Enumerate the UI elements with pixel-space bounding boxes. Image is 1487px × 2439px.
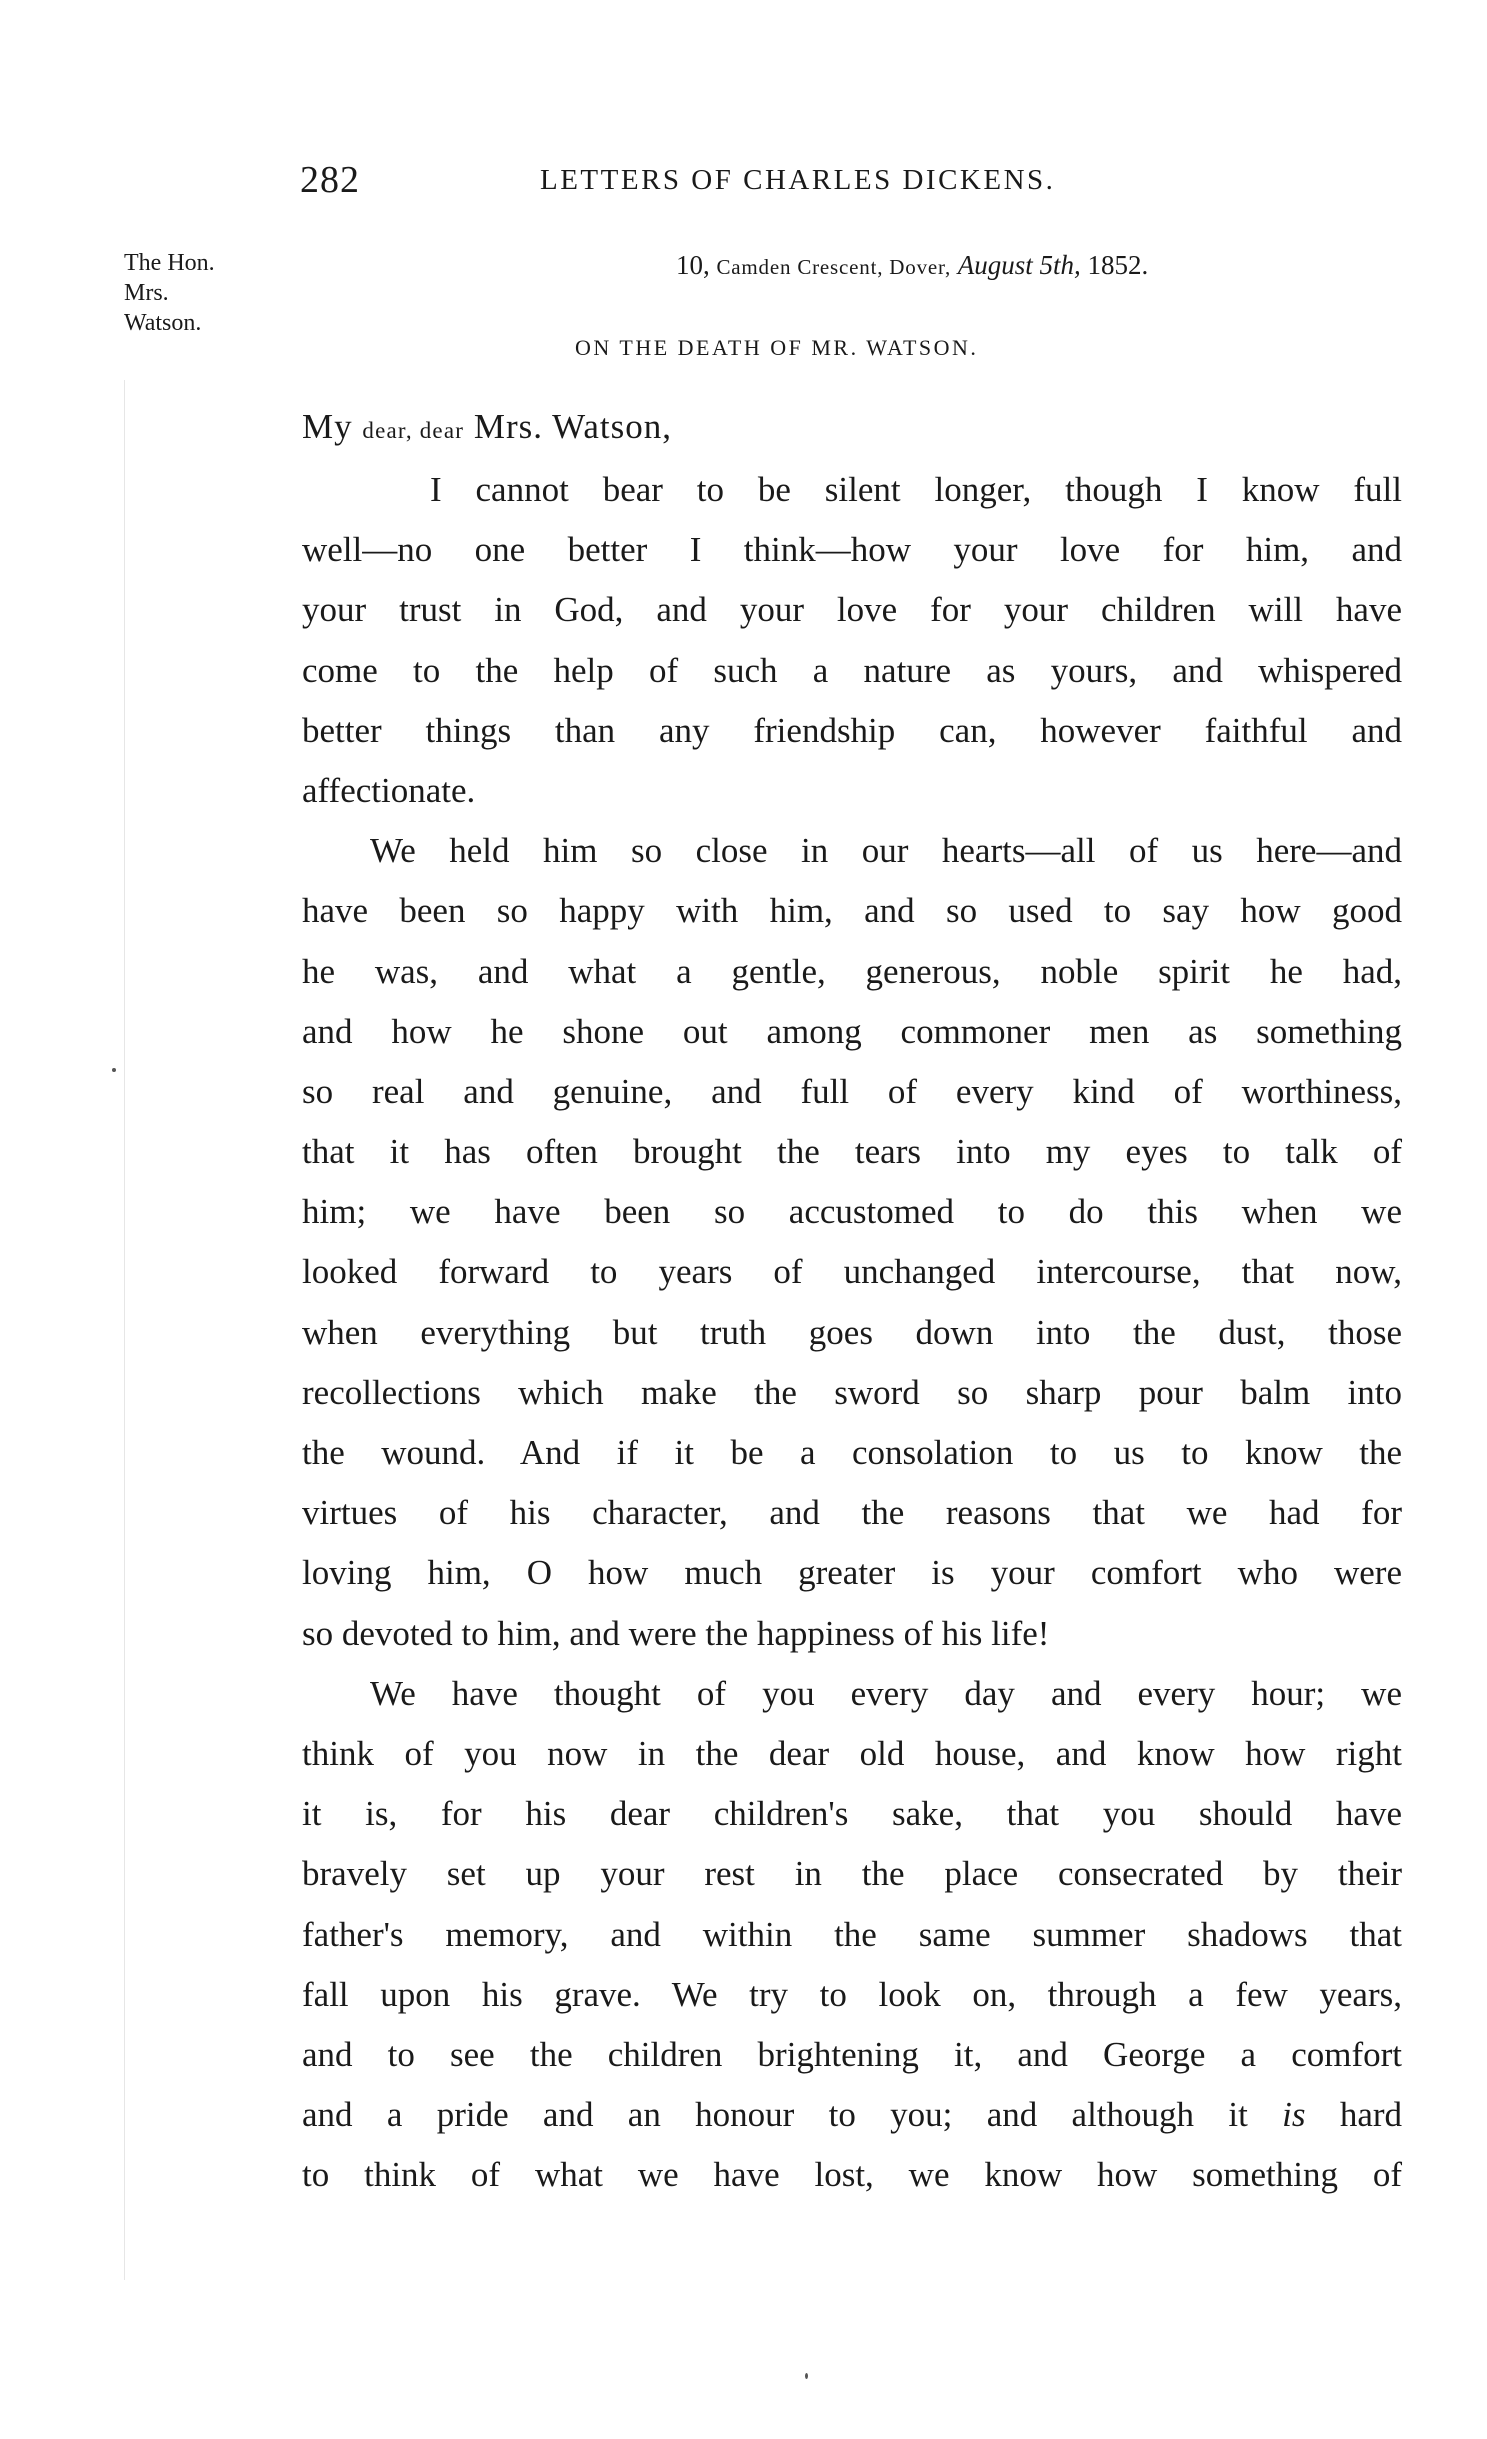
salutation — [302, 407, 672, 447]
text-line: father's memory, and within the same summer shadows that — [302, 1914, 1402, 1954]
text-line: and how he shone out among commoner men as something — [302, 1011, 1402, 1051]
text-line: recollections which make the sword so sharp pour balm into — [302, 1372, 1402, 1412]
text-line: come to the help of such a nature as yours, and whispered — [302, 650, 1402, 690]
text-line: We have thought of you every day and every hour; we — [370, 1673, 1402, 1713]
text-line: so devoted to him, and were the happiness of his life! — [302, 1613, 1050, 1653]
salutation-my: My — [302, 407, 353, 446]
salutation-name: Mrs. Watson, — [473, 407, 672, 446]
print-speck — [112, 1068, 116, 1072]
text-line: when everything but truth goes down into the dust, those — [302, 1312, 1402, 1352]
text-line: better things than any friendship can, however faithful and — [302, 710, 1402, 750]
salutation-dear: dear, dear — [362, 418, 465, 443]
margin-note-line: The Hon. — [124, 250, 215, 276]
margin-note-line: Mrs. — [124, 280, 169, 306]
margin-note-line: Watson. — [124, 310, 202, 336]
dateline-year: 1852. — [1087, 250, 1149, 280]
dateline-date: August 5th, — [957, 250, 1081, 280]
text-line: it is, for his dear children's sake, that you should have — [302, 1794, 1402, 1834]
text-line: so real and genuine, and full of every kind of worthiness, — [302, 1071, 1402, 1111]
text-line: and to see the children brightening it, and George a comfort — [302, 2034, 1402, 2074]
text-line — [302, 2085, 1402, 2145]
emphasis-is: is — [1282, 2095, 1306, 2135]
print-speck — [805, 2373, 808, 2379]
letter-body — [302, 460, 1402, 2205]
text-line: looked forward to years of unchanged intercourse, that now, — [302, 1252, 1402, 1292]
text-line: that it has often brought the tears into my eyes to talk of — [302, 1132, 1402, 1172]
text-line: We held him so close in our hearts—all of us here—and — [370, 831, 1402, 871]
text-line: affectionate. — [302, 770, 476, 810]
text-line: he was, and what a gentle, generous, noble spirit he had, — [302, 951, 1402, 991]
text-line: have been so happy with him, and so used to say how good — [302, 891, 1402, 931]
running-title: LETTERS OF CHARLES DICKENS. — [540, 164, 1056, 196]
text-line: well—no one better I think—how your love for him, and — [302, 530, 1402, 570]
dateline-place: Camden Crescent, Dover, — [716, 255, 951, 279]
text-line: your trust in God, and your love for your children will have — [302, 590, 1402, 630]
text-line: the wound. And if it be a consolation to us to know the — [302, 1433, 1402, 1472]
text-line: him; we have been so accustomed to do this when we — [302, 1192, 1402, 1232]
page-crease — [124, 380, 125, 2280]
text-line: loving him, O how much greater is your comfort who were — [302, 1553, 1402, 1593]
text-line: bravely set up your rest in the place consecrated by their — [302, 1854, 1402, 1894]
text-line: fall upon his grave. We try to look on, through a few years, — [302, 1974, 1402, 2014]
letter-subject: ON THE DEATH OF MR. WATSON. — [575, 335, 979, 360]
running-header — [300, 158, 1420, 208]
dateline-number: 10, — [676, 250, 710, 280]
text-segment: hard — [1339, 2095, 1403, 2135]
text-line: I cannot bear to be silent longer, though I know full — [430, 470, 1402, 509]
page-number: 282 — [300, 159, 360, 201]
letter-dateline — [676, 250, 1148, 281]
margin-note — [124, 248, 284, 338]
text-line: to think of what we have lost, we know how something of — [302, 2155, 1402, 2195]
text-line: think of you now in the dear old house, and know how right — [302, 1733, 1402, 1773]
text-line: virtues of his character, and the reasons that we had for — [302, 1493, 1402, 1533]
text-segment: and a pride and an honour to you; and although it — [302, 2095, 1248, 2135]
